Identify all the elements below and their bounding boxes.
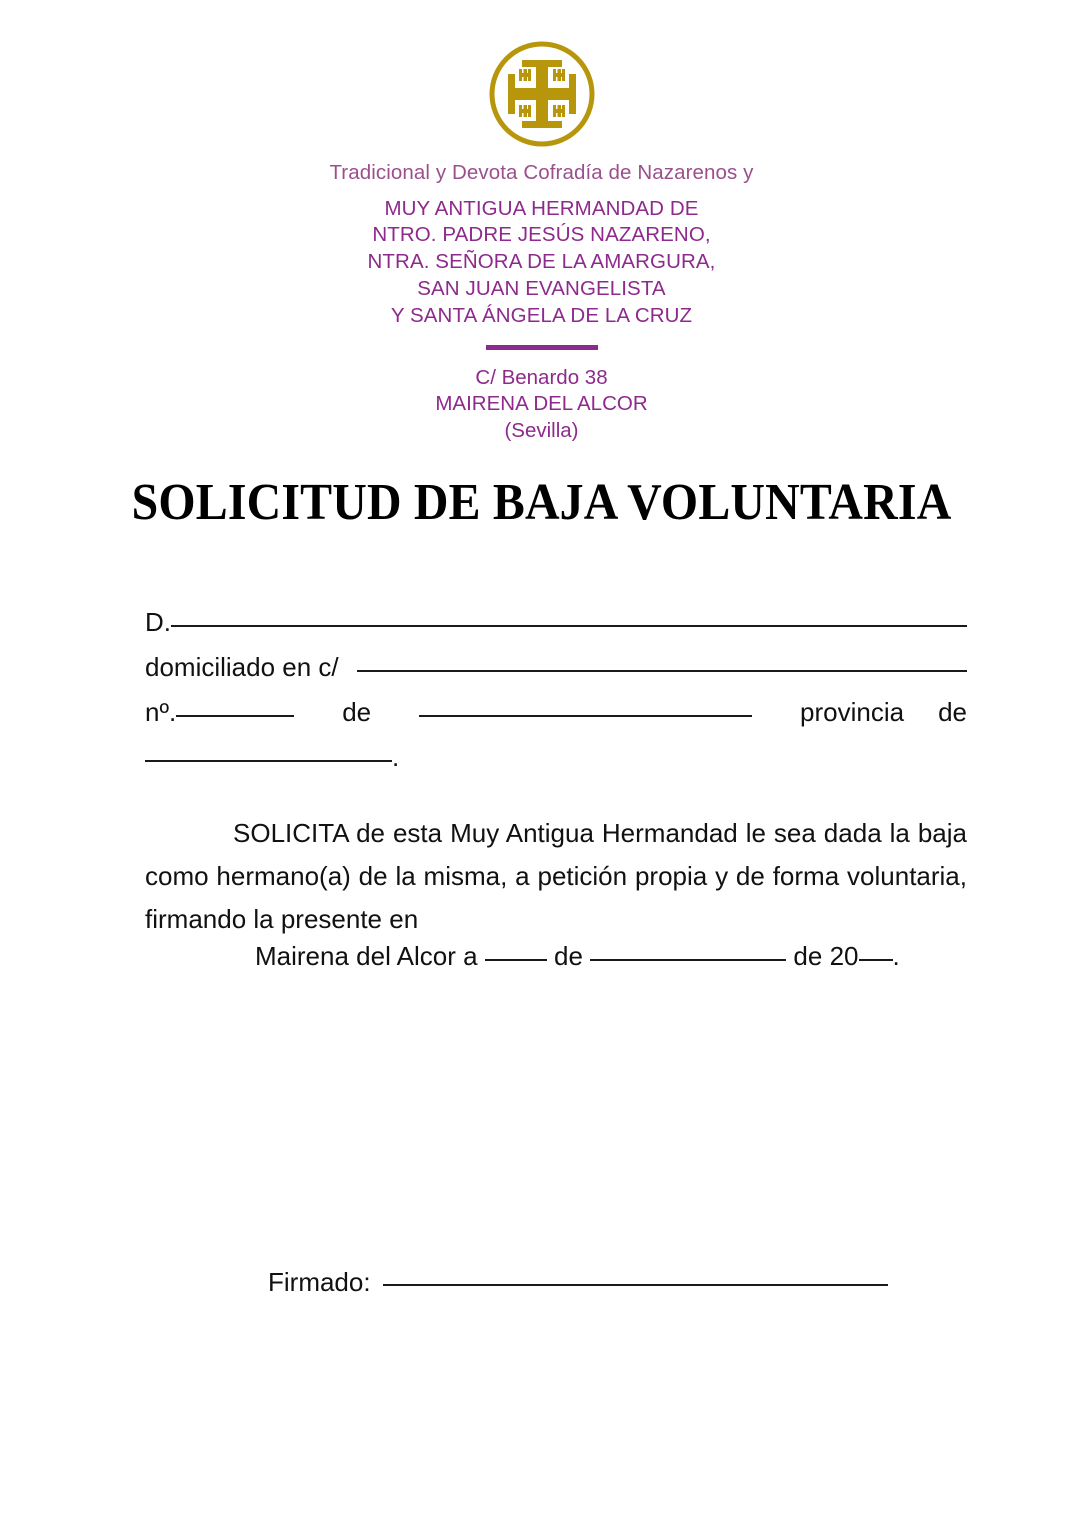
number-province-row (145, 697, 967, 742)
signature-row (268, 1267, 968, 1298)
signature-label: Firmado: (268, 1267, 371, 1297)
locality-blank[interactable] (419, 715, 752, 717)
day-blank[interactable] (485, 959, 547, 961)
name-blank[interactable] (171, 625, 967, 627)
letterhead (0, 38, 1083, 445)
brotherhood-name-line: NTRO. PADRE JESÚS NAZARENO, (372, 223, 711, 247)
divider-rule (486, 345, 598, 350)
place-label: Mairena del Alcor a (255, 941, 478, 971)
name-label: D. (145, 607, 171, 637)
paragraph-line-2: baja como hermano(a) de la misma, a petición propia y de forma (145, 818, 967, 891)
brotherhood-address (0, 365, 1083, 445)
address-field-row (145, 652, 967, 697)
letterhead-divider (0, 339, 1083, 357)
number-blank[interactable] (176, 715, 294, 717)
brotherhood-name-line: MUY ANTIGUA HERMANDAD DE (384, 196, 699, 220)
date-de-label-2: de 20 (793, 941, 859, 971)
date-de-label-1: de (554, 941, 583, 971)
province-de-label: de (938, 697, 967, 727)
date-line (145, 941, 1005, 972)
address-line: MAIRENA DEL ALCOR (435, 392, 648, 416)
brotherhood-name (0, 196, 1083, 330)
number-label: nº. (145, 697, 177, 727)
page-title: SOLICITUD DE BAJA VOLUNTARIA (131, 474, 952, 531)
signature-blank[interactable] (383, 1284, 888, 1286)
month-blank[interactable] (590, 959, 786, 961)
year-blank[interactable] (859, 959, 893, 961)
paragraph-line-3: voluntaria, firmando la presente en (145, 861, 967, 934)
brotherhood-subtitle: Tradicional y Devota Cofradía de Nazarenos y (329, 161, 754, 184)
address-blank[interactable] (357, 670, 967, 672)
brotherhood-name-line: Y SANTA ÁNGELA DE LA CRUZ (390, 304, 693, 327)
request-paragraph (145, 812, 967, 941)
province-blank[interactable] (145, 760, 392, 762)
address-line: (Sevilla) (504, 419, 579, 443)
de-label: de (342, 697, 372, 727)
province-period: . (392, 742, 400, 772)
dateline-period: . (892, 941, 900, 971)
brotherhood-name-line: NTRA. SEÑORA DE LA AMARGURA, (367, 250, 716, 274)
name-field-row (145, 607, 967, 652)
address-line: C/ Benardo 38 (475, 365, 608, 389)
address-label: domiciliado en c/ (145, 652, 339, 682)
paragraph-line-1: SOLICITA de esta Muy Antigua Hermandad le sea dada la (233, 818, 910, 848)
province-value-row (145, 742, 967, 787)
applicant-fields (145, 607, 967, 787)
jerusalem-cross-icon (486, 38, 598, 150)
brotherhood-name-line: SAN JUAN EVANGELISTA (417, 277, 666, 301)
province-label: provincia (800, 697, 905, 727)
